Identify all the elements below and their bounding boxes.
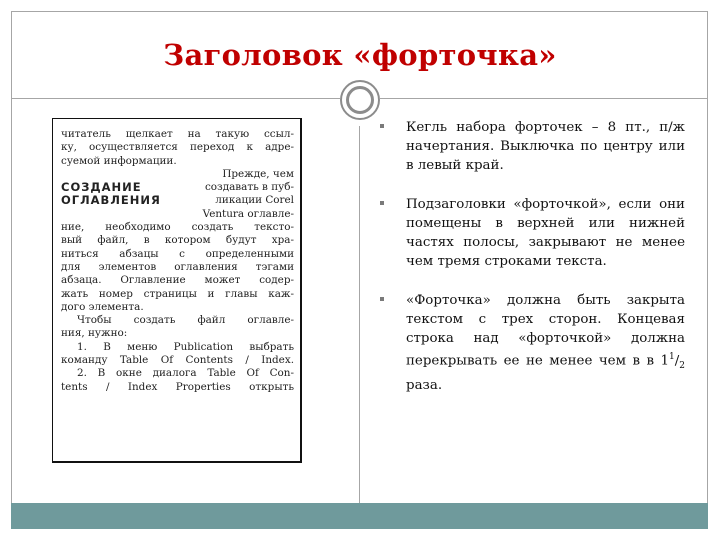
bullet-text: Подзаголовки «форточкой», если они помещены в верхней или нижней частях полосы, закрывают не менее чем тремя строками текста.: [406, 197, 685, 269]
page-line: жать номер страницы и главы каж-: [61, 287, 294, 300]
page-line: 2. В окне диалога Table Of Con-: [77, 367, 294, 380]
page-line: абзаца. Оглавление может содер-: [61, 274, 294, 287]
page-line: tents / Index Properties открыть: [61, 380, 294, 393]
window-text: Прежде, чем создавать в пуб- ликации Corel Ventura оглавле-: [202, 167, 294, 220]
slide-title: Заголовок «форточка»: [163, 38, 557, 72]
page-line: команду Table Of Contents / Index.: [61, 354, 294, 367]
sample-page-image: [52, 118, 302, 463]
bullet-text-end: раза.: [406, 378, 443, 394]
page-line: вый файл, в котором будут хра-: [61, 234, 294, 247]
page-line: суемой информации.: [61, 154, 177, 167]
page-line: 1. В меню Publication выбрать: [77, 340, 294, 353]
bullet-item: [380, 195, 685, 271]
fraction-slash: /: [674, 353, 680, 369]
bullet-marker-icon: [380, 124, 384, 128]
divider-medallion-icon: [340, 80, 380, 120]
footer-bar: [11, 503, 708, 529]
page-line: Чтобы создать файл оглавле-: [77, 314, 294, 327]
window-heading-block: [61, 168, 294, 221]
bullet-text: Кегль набора форточек – 8 пт., п/ж начертания. Выключка по центру или в левый край.: [406, 120, 685, 173]
page-line: ку, осуществляется переход к адре-: [61, 141, 294, 154]
page-line: ние, необходимо создать тексто-: [61, 221, 294, 234]
page-line: читатель щелкает на такую ссыл-: [61, 128, 294, 140]
page-line: дого элемента.: [61, 300, 144, 313]
bullet-item: [380, 291, 685, 395]
fraction-numerator: 1: [669, 352, 675, 362]
bullet-marker-icon: [380, 201, 384, 205]
title-divider-right: [380, 98, 708, 99]
page-line: ния, нужно:: [61, 327, 128, 340]
title-divider-left: [11, 98, 340, 99]
page-line: ниться абзацы с определенными: [61, 247, 294, 260]
bullet-item: [380, 118, 685, 175]
window-heading: СОЗДАНИЕ ОГЛАВЛЕНИЯ: [61, 179, 161, 208]
bullet-marker-icon: [380, 297, 384, 301]
bullet-list: [380, 118, 685, 415]
page-line: для элементов оглавления тэгами: [61, 260, 294, 273]
bullet-text: «Форточка» должна быть закрыта текстом с трех сторон. Концевая строка над «форточкой» должна перекрывать ее не менее чем в в 1: [406, 293, 685, 369]
column-divider: [359, 126, 360, 503]
fraction-denominator: 2: [679, 361, 685, 372]
